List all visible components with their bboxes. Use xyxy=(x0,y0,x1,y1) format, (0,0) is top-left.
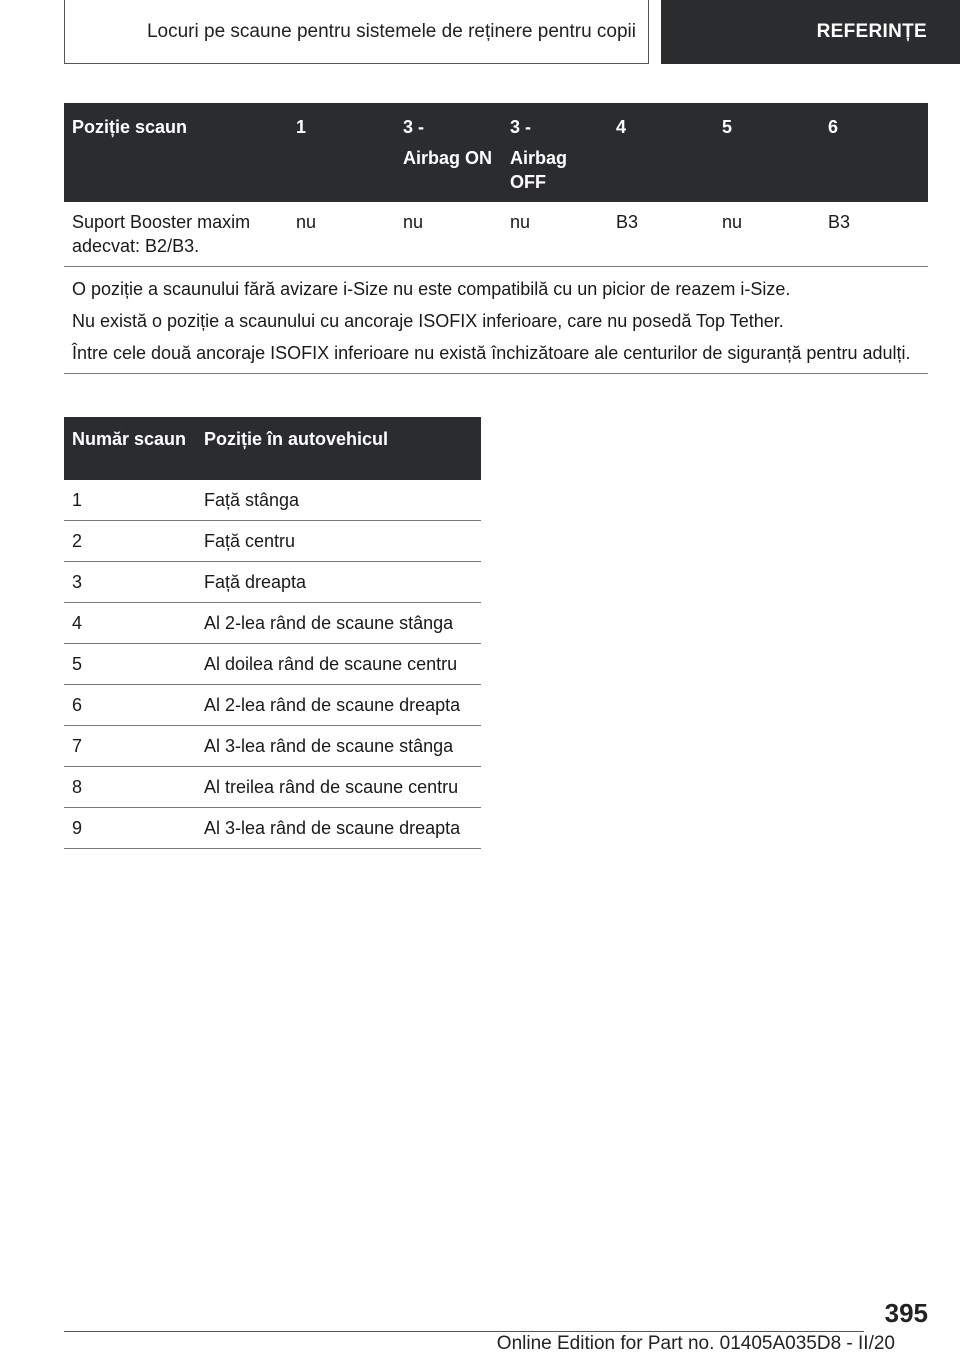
seat-number: 5 xyxy=(64,644,196,685)
header-cell: 3 - Airbag ON xyxy=(395,103,502,202)
table-row xyxy=(64,603,481,644)
footer-edition: Online Edition for Part no. 01405A035D8 - II/20 xyxy=(496,1333,895,1354)
seat-number: 1 xyxy=(64,480,196,521)
seat-position: Al 2-lea rând de scaune dreapta xyxy=(196,685,481,726)
table-header-row xyxy=(64,417,481,480)
table-row xyxy=(64,685,481,726)
seat-position: Față stânga xyxy=(196,480,481,521)
table-notes xyxy=(64,267,928,374)
table-cell: nu xyxy=(395,202,502,267)
table-row xyxy=(64,202,928,267)
table-cell: nu xyxy=(714,202,820,267)
seat-position: Față centru xyxy=(196,521,481,562)
seat-position: Al 3-lea rând de scaune stânga xyxy=(196,726,481,767)
seat-position-table xyxy=(64,103,928,374)
table-cell: B3 xyxy=(820,202,928,267)
table-row xyxy=(64,767,481,808)
seat-number: 2 xyxy=(64,521,196,562)
seat-position: Al treilea rând de scaune centru xyxy=(196,767,481,808)
table-row xyxy=(64,521,481,562)
seat-number: 6 xyxy=(64,685,196,726)
seat-position: Al 3-lea rând de scaune dreapta xyxy=(196,808,481,849)
table-cell: nu xyxy=(502,202,608,267)
section-title-text: Locuri pe scaune pentru sistemele de reținere pentru copii xyxy=(146,20,636,42)
seat-number: 7 xyxy=(64,726,196,767)
seat-number: 4 xyxy=(64,603,196,644)
seat-position: Al 2-lea rând de scaune stânga xyxy=(196,603,481,644)
table-cell: B3 xyxy=(608,202,714,267)
seat-number: 9 xyxy=(64,808,196,849)
table-row xyxy=(64,480,481,521)
table-row xyxy=(64,562,481,603)
table-row xyxy=(64,644,481,685)
footer-divider xyxy=(64,1331,864,1332)
note-text: Între cele două ancoraje ISOFIX inferioare nu există închizătoare ale centurilor de siguranță pentru adulți. xyxy=(72,343,911,363)
seat-number: 8 xyxy=(64,767,196,808)
note-text: Nu există o poziție a scaunului cu ancoraje ISOFIX inferioare, care nu posedă Top Tether. xyxy=(72,311,784,331)
section-title xyxy=(64,0,649,64)
seat-number: 3 xyxy=(64,562,196,603)
chapter-tab xyxy=(661,0,960,64)
header-cell: 5 xyxy=(714,103,820,202)
header-cell: 1 xyxy=(288,103,395,202)
table-cell: nu xyxy=(288,202,395,267)
table-cell: Suport Booster maxim adecvat: B2/B3. xyxy=(64,202,288,267)
seat-number-table xyxy=(64,417,481,849)
table-row xyxy=(64,726,481,767)
seat-position: Față dreapta xyxy=(196,562,481,603)
header-cell: Număr scaun xyxy=(64,417,196,480)
header-cell: 3 - Airbag OFF xyxy=(502,103,608,202)
seat-position: Al doilea rând de scaune centru xyxy=(196,644,481,685)
note-text: O poziție a scaunului fără avizare i-Size nu este compatibilă cu un picior de reazem i-Size. xyxy=(72,279,791,299)
chapter-tab-text: REFERINȚE xyxy=(816,21,927,42)
table-header-row xyxy=(64,103,928,202)
header-cell: Poziție scaun xyxy=(64,103,288,202)
table-row xyxy=(64,808,481,849)
header-cell: 6 xyxy=(820,103,928,202)
header-cell: 4 xyxy=(608,103,714,202)
table-notes-row xyxy=(64,267,928,374)
page-number: 395 xyxy=(884,1298,928,1328)
header-cell: Poziție în autovehicul xyxy=(196,417,481,480)
